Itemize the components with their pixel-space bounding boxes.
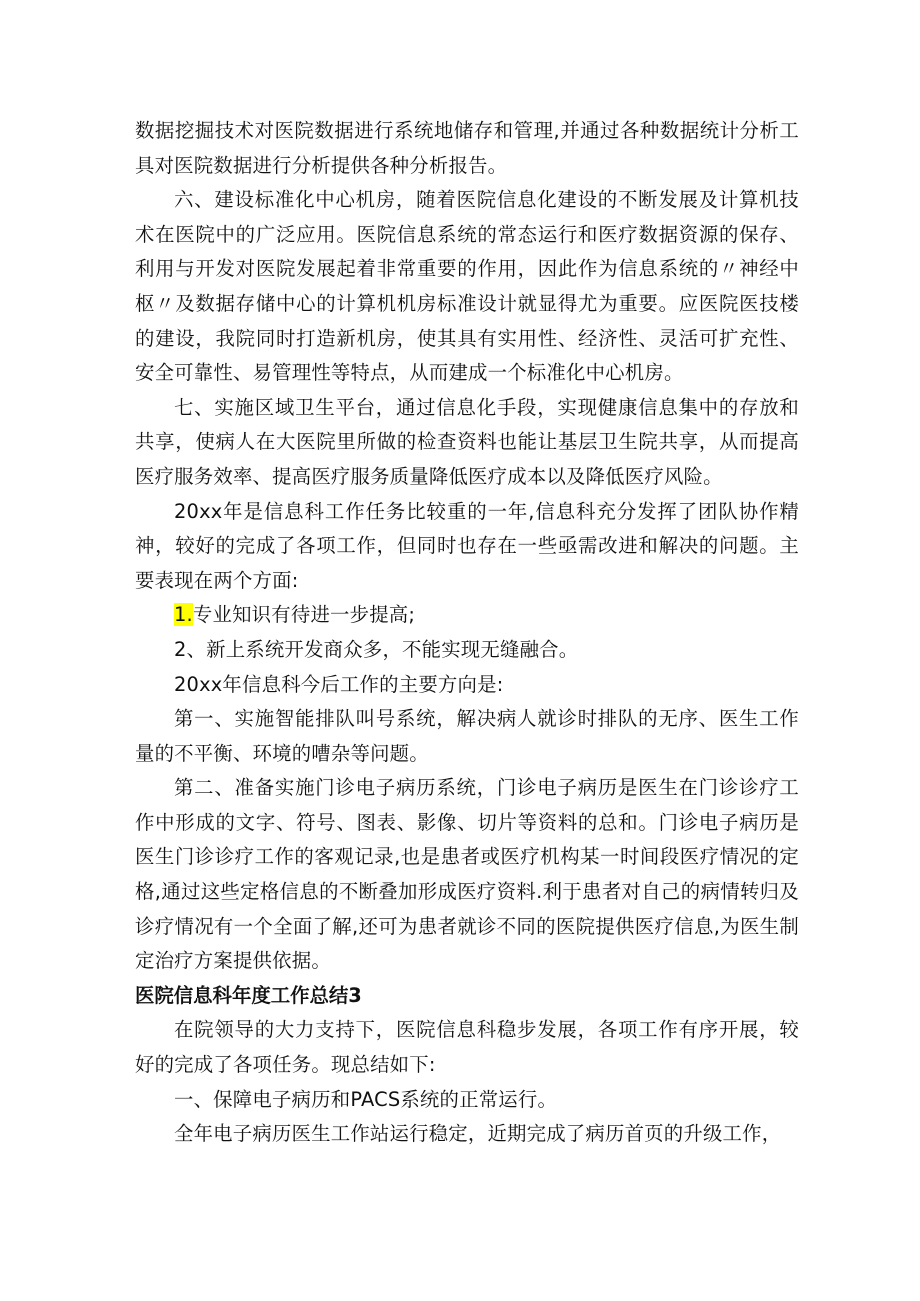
paragraph-emr-pacs: 一、保障电子病历和PACS系统的正常运行。 <box>174 1087 558 1111</box>
highlighted-number: 1. <box>174 603 193 627</box>
paragraph-emr-workstation: 全年电子病历医生工作站运行稳定，近期完成了病历首页的升级工作， <box>174 1122 782 1146</box>
paragraph-queue-system: 第一、实施智能排队叫号系统，解决病人就诊时排队的无序、医生工作量的不平衡、环境的嘈杂等问题。 <box>135 707 799 765</box>
paragraph-outpatient-emr: 第二、准备实施门诊电子病历系统，门诊电子病历是医生在门诊诊疗工作中形成的文字、符号、图表、影像、切片等资料的总和。门诊电子病历是医生门诊诊疗工作的客观记录,也是患者或医疗机构某一时间段医疗情况的定格,通过这些定格信息的不断叠加形成医疗资料.利于患者对自己的病情转归及诊疗情况有一个全面了解,还可为患者就诊不同的医院提供医疗信息,为医生制定治疗方案提供依据。 <box>135 776 799 973</box>
paragraph-future-direction: 20xx年信息科今后工作的主要方向是: <box>174 672 504 696</box>
paragraph-data-mining: 数据挖掘技术对医院数据进行系统地储存和管理,并通过各种数据统计分析工具对医院数据进行分析提供各种分析报告。 <box>135 119 799 177</box>
paragraph-regional-platform: 七、实施区域卫生平台，通过信息化手段，实现健康信息集中的存放和共享，使病人在大医院里所做的检查资料也能让基层卫生院共享，从而提高医疗服务效率、提高医疗服务质量降低医疗成本以及降低医疗风险。 <box>135 395 799 488</box>
list-item-text: 专业知识有待进一步提高; <box>192 603 416 627</box>
document-body <box>135 114 799 1152</box>
paragraph-intro: 在院领导的大力支持下，医院信息科稳步发展，各项工作有序开展，较好的完成了各项任务。现总结如下: <box>135 1018 799 1077</box>
list-item-vendors: 2、新上系统开发商众多，不能实现无缝融合。 <box>174 637 579 661</box>
paragraph-year-summary: 20xx年是信息科工作任务比较重的一年,信息科充分发挥了团队协作精神，较好的完成了各项工作，但同时也存在一些亟需改进和解决的问题。主要表现在两个方面: <box>135 499 799 592</box>
section-heading: 医院信息科年度工作总结3 <box>135 983 362 1007</box>
list-item-professional-knowledge <box>135 598 799 633</box>
paragraph-server-room: 六、建设标准化中心机房，随着医院信息化建设的不断发展及计算机技术在医院中的广泛应用。医院信息系统的常态运行和医疗数据资源的保存、利用与开发对医院发展起着非常重要的作用，因此作为信息系统的〃神经中枢〃及数据存储中心的计算机机房标准设计就显得尤为重要。应医院医技楼的建设，我院同时打造新机房，使其具有实用性、经济性、灵活可扩充性、安全可靠性、易管理性等特点，从而建成一个标准化中心机房。 <box>135 188 799 385</box>
